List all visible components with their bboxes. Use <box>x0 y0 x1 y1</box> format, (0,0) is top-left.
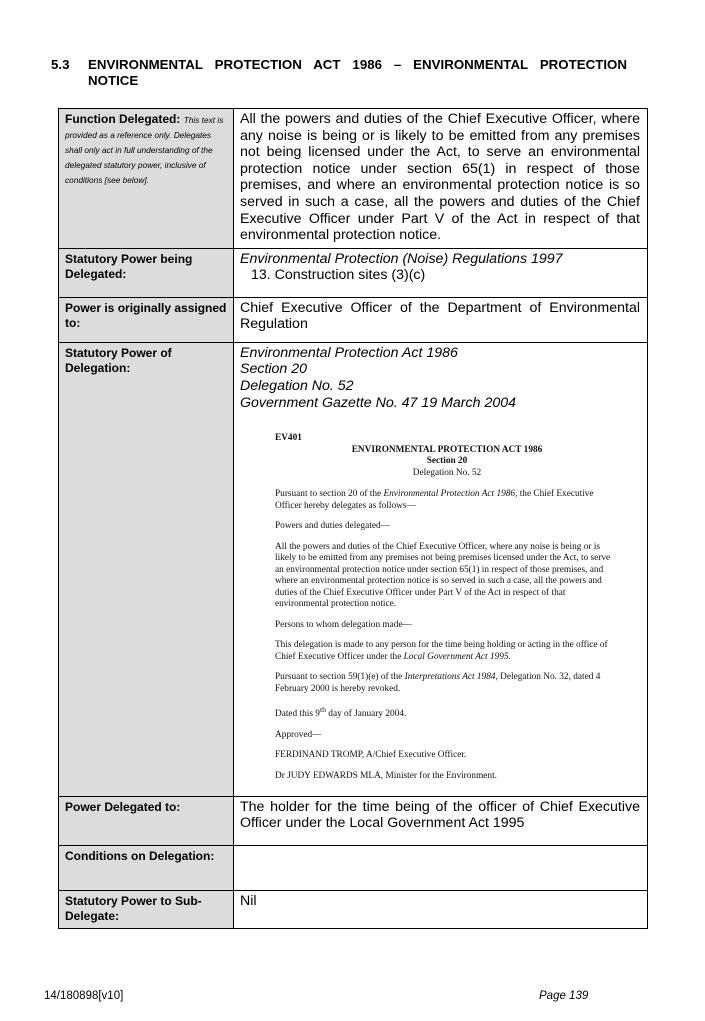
delegation-section: Section 20 <box>240 361 308 378</box>
delegation-table <box>58 108 648 929</box>
gazette-text: This delegation is made to any person for the time being holding or acting in the office of Chief Executive Officer under the <box>275 640 608 662</box>
page-number: Page 139 <box>539 990 589 1002</box>
function-delegated-label: Function Delegated: <box>65 112 181 126</box>
document-reference: 14/180898[v10] <box>44 990 124 1002</box>
delegation-number: Delegation No. 52 <box>240 377 354 394</box>
delegation-gazette: Government Gazette No. 47 19 March 2004 <box>240 394 517 411</box>
gazette-text: , the Chief Executive Officer hereby delegates as follows— <box>275 489 594 511</box>
statutory-power-value <box>234 248 648 297</box>
gazette-act-name: Local Government Act 1995. <box>403 651 511 662</box>
power-of-delegation-value <box>234 342 648 796</box>
section-title: ENVIRONMENTAL PROTECTION ACT 1986 – ENVIRONMENTAL PROTECTION NOTICE <box>88 57 627 88</box>
gazette-act-name: Environmental Protection Act 1986 <box>383 489 516 500</box>
gazette-act-name: Interpretations Act 1984 <box>404 672 496 683</box>
label-cell <box>59 109 234 249</box>
gazette-text: Pursuant to section 20 of the <box>275 489 384 500</box>
gazette-text: Dated this 9 <box>275 709 320 720</box>
conditions-value <box>234 845 648 890</box>
gazette-para-4: Persons to whom delegation made— <box>275 619 412 630</box>
gazette-para-9: FERDINAND TROMP, A/Chief Executive Officer. <box>275 750 467 761</box>
row-function-delegated <box>59 109 648 249</box>
gazette-para-2: Powers and duties delegated— <box>275 521 390 532</box>
function-delegated-value: All the powers and duties of the Chief Executive Officer, where any noise is being or is likely to be emitted from any premises not being licensed under the Act, to serve an environmental protection notice under section 65(1) in respect of those premises, and where an environmental protection notice is so served in such a case, all the powers and duties of the Chief Executive Officer under Part V of the Act in respect of that environmental protection notice. <box>234 109 648 249</box>
sub-delegate-value: Nil <box>234 890 648 928</box>
gazette-superscript: th <box>319 705 326 715</box>
conditions-label: Conditions on Delegation: <box>59 845 234 890</box>
delegated-to-label: Power Delegated to: <box>59 796 234 845</box>
function-delegated-note: This text is provided as a reference only. Delegates shall only act in full understanding of the delegated statutory power, inclusive of conditions [see below]. <box>65 115 224 185</box>
row-originally-assigned <box>59 297 648 342</box>
gazette-section: Section 20 <box>426 456 468 467</box>
row-power-of-delegation <box>59 342 648 796</box>
row-statutory-power <box>59 248 648 297</box>
delegation-act: Environmental Protection Act 1986 <box>240 344 458 361</box>
gazette-text: day of January 2004. <box>325 709 407 720</box>
gazette-para-5 <box>275 640 619 663</box>
delegated-to-value: The holder for the time being of the officer of Chief Executive Officer under the Local Government Act 1995 <box>234 796 648 845</box>
statutory-power-label: Statutory Power being Delegated: <box>59 248 234 297</box>
row-sub-delegate <box>59 890 648 928</box>
regulation-clause: 13. Construction sites (3)(c) <box>251 267 426 284</box>
gazette-text: , Delegation No. 32, dated 4 February 2000 is hereby revoked. <box>275 672 601 694</box>
gazette-para-6 <box>275 672 619 695</box>
gazette-para-7 <box>275 704 619 721</box>
gazette-code: EV401 <box>275 433 302 444</box>
power-of-delegation-label: Statutory Power of Delegation: <box>59 342 234 796</box>
sub-delegate-label: Statutory Power to Sub-Delegate: <box>59 890 234 928</box>
originally-assigned-value: Chief Executive Officer of the Department of Environmental Regulation <box>234 297 648 342</box>
gazette-text: Pursuant to section 59(1)(e) of the <box>275 672 405 683</box>
gazette-title: ENVIRONMENTAL PROTECTION ACT 1986 <box>351 444 543 455</box>
gazette-para-1 <box>275 489 619 512</box>
gazette-para-3: All the powers and duties of the Chief Executive Officer, where any noise is being or is likely to be emitted from any premises not being premises licensed under the Act, to serve an environmental protection notice under section 65(1) in respect of those premises, and where an environmental protection notice is so served in such a case, all the powers and duties of the Chief Executive Officer under Part V of the Act in respect of that environmental protection notice. <box>275 541 611 610</box>
regulation-name: Environmental Protection (Noise) Regulations 1997 <box>240 250 563 267</box>
row-delegated-to <box>59 796 648 845</box>
gazette-delegation: Delegation No. 52 <box>412 467 482 478</box>
row-conditions <box>59 845 648 890</box>
section-number: 5.3 <box>51 57 70 72</box>
gazette-para-8: Approved— <box>275 729 322 740</box>
gazette-extract-image <box>275 433 619 782</box>
gazette-para-10: Dr JUDY EDWARDS MLA, Minister for the Environment. <box>275 770 497 781</box>
originally-assigned-label: Power is originally assigned to: <box>59 297 234 342</box>
